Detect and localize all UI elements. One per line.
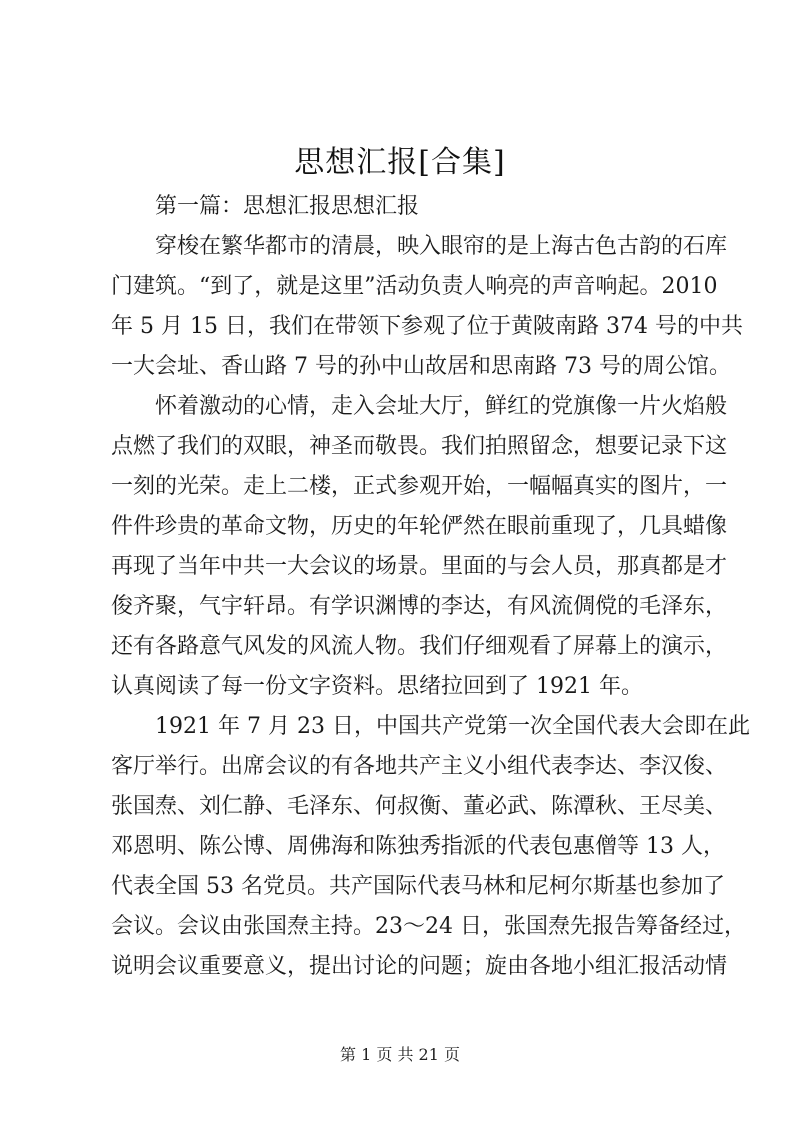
paragraph-2-line-6: 俊齐聚，气宇轩昂。有学识渊博的李达，有风流倜傥的毛泽东， [111, 594, 728, 619]
paragraph-2-line-7: 还有各路意气风发的风流人物。我们仔细观看了屏幕上的演示， [111, 634, 728, 659]
paragraph-1-line-4: 一大会址、香山路 7 号的孙中山故居和思南路 73 号的周公馆。 [111, 354, 731, 379]
paragraph-3-line-1: 1921 年 7 月 23 日，中国共产党第一次全国代表大会即在此 [155, 714, 750, 739]
paragraph-3-line-5: 代表全国 53 名党员。共产国际代表马林和尼柯尔斯基也参加了 [111, 874, 725, 899]
paragraph-3-line-7: 说明会议重要意义，提出讨论的问题；旋由各地小组汇报活动情 [111, 954, 728, 979]
paragraph-3-line-2: 客厅举行。出席会议的有各地共产主义小组代表李达、李汉俊、 [111, 754, 728, 779]
paragraph-2-line-5: 再现了当年中共一大会议的场景。里面的与会人员，那真都是才 [111, 554, 728, 579]
paragraph-2-line-3: 一刻的光荣。走上二楼，正式参观开始，一幅幅真实的图片，一 [111, 474, 728, 499]
paragraph-3-line-6: 会议。会议由张国焘主持。23～24 日，张国焘先报告筹备经过， [111, 914, 746, 939]
paragraph-2-line-8: 认真阅读了每一份文字资料。思绪拉回到了 1921 年。 [111, 674, 643, 699]
paragraph-2-line-1: 怀着激动的心情，走入会址大厅，鲜红的党旗像一片火焰般 [155, 394, 728, 419]
section-heading: 第一篇：思想汇报思想汇报 [155, 194, 420, 219]
paragraph-3-line-3: 张国焘、刘仁静、毛泽东、何叔衡、董必武、陈潭秋、王尽美、 [111, 794, 728, 819]
paragraph-1-line-3: 年 5 月 15 日，我们在带领下参观了位于黄陂南路 374 号的中共 [111, 314, 743, 339]
paragraph-2-line-2: 点燃了我们的双眼，神圣而敬畏。我们拍照留念，想要记录下这 [111, 434, 728, 459]
paragraph-3-line-4: 邓恩明、陈公博、周佛海和陈独秀指派的代表包惠僧等 13 人， [111, 834, 725, 859]
page-title: 思想汇报[合集] [294, 145, 506, 180]
page-number-footer: 第 1 页 共 21 页 [340, 1045, 460, 1064]
paragraph-1-line-2: 门建筑。“到了，就是这里”活动负责人响亮的声音响起。2010 [111, 274, 718, 299]
paragraph-1-line-1: 穿梭在繁华都市的清晨，映入眼帘的是上海古色古韵的石库 [155, 234, 728, 259]
document-body [111, 187, 750, 987]
paragraph-2-line-4: 件件珍贵的革命文物，历史的年轮俨然在眼前重现了，几具蜡像 [111, 514, 728, 539]
